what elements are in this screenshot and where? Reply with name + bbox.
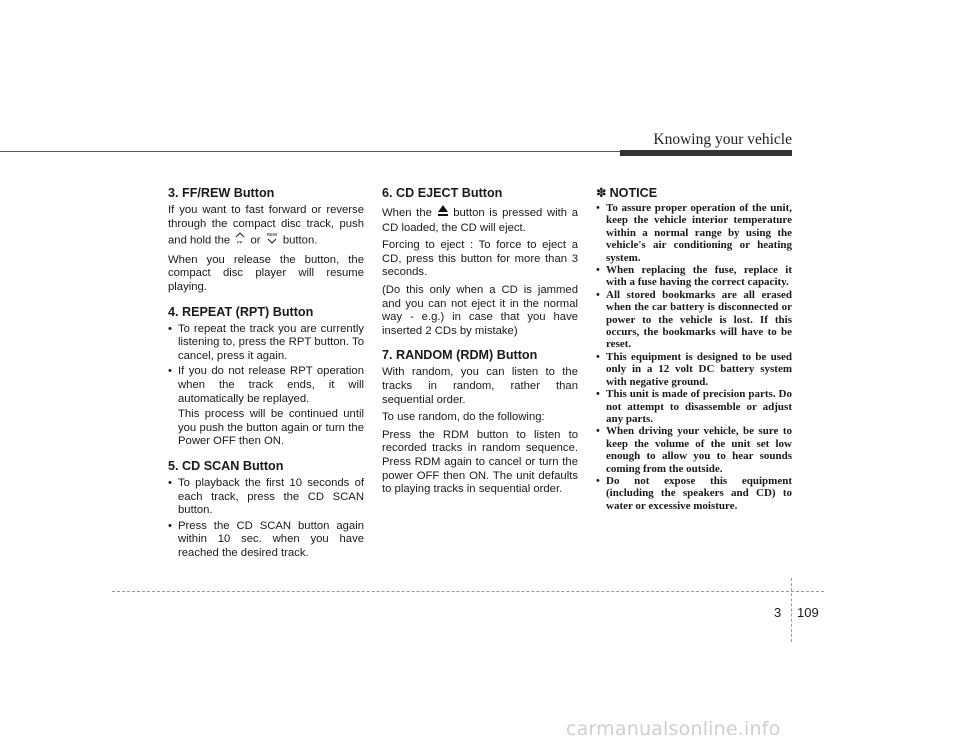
column-middle (382, 186, 578, 507)
cd-eject-paragraph-2: Forcing to eject : To force to eject a CD, press this button for more than 3 seconds. (382, 239, 578, 279)
rewind-icon (264, 231, 280, 250)
section-ff-rew (168, 186, 364, 295)
cd-scan-heading: 5. CD SCAN Button (168, 458, 284, 473)
repeat-bullet-1: • To repeat the track you are currently listening to, press the RPT button. To cancel, press it again. (168, 323, 364, 364)
notice-heading-text: NOTICE (609, 186, 658, 200)
fast-forward-icon (233, 231, 247, 250)
ff-rew-text-or: or (250, 234, 261, 247)
cd-eject-paragraph-3: (Do this only when a CD is jammed and you can not eject it in the normal way - e.g.) in case that you have inserted 2 CDs by mistake) (382, 283, 578, 337)
footer-vertical-rule (791, 578, 792, 642)
chapter-number: 3 (774, 605, 782, 620)
cd-eject-paragraph-1 (382, 204, 578, 235)
repeat-bullet-2-text: If you do not release RPT operation when the track ends, it will automatically be replayed. (178, 365, 364, 405)
cd-eject-text-b: button is pressed with a CD loaded, the CD will eject. (382, 206, 579, 234)
ff-rew-text-a: If you want to fast forward or reverse through the compact disc track, push and hold the (168, 204, 364, 247)
notice-item: • To assure proper operation of the unit, keep the vehicle interior temperature within a normal range by using the vehicle's air conditioning or heating system. (596, 202, 792, 264)
eject-icon (437, 204, 449, 222)
notice-item: • This unit is made of precision parts. Do not attempt to disassemble or adjust any parts. (596, 388, 792, 425)
random-paragraph-3: Press the RDM button to listen to recorded tracks in random sequence. Press RDM again to cancel or turn the power OFF then ON. The unit defaults to playing tracks in sequential order. (382, 428, 578, 496)
notice-item: • This equipment is designed to be used only in a 12 volt DC battery system with negative ground. (596, 351, 792, 388)
repeat-bullet-2 (168, 365, 364, 449)
random-paragraph-2: To use random, do the following: (382, 411, 545, 424)
ff-rew-paragraph (168, 204, 364, 250)
site-watermark: carmanualsonline.info (566, 718, 781, 740)
random-heading: 7. RANDOM (RDM) Button (382, 348, 538, 363)
cd-scan-bullet-1: • To playback the first 10 seconds of each track, press the CD SCAN button. (168, 477, 364, 518)
cd-eject-heading: 6. CD EJECT Button (382, 186, 503, 200)
ff-rew-text-c: button. (282, 234, 318, 247)
section-random (382, 348, 578, 496)
notice-heading (596, 186, 792, 200)
ff-rew-heading: 3. FF/REW Button (168, 186, 275, 200)
section-cd-eject (382, 186, 578, 338)
page-header-title: Knowing your vehicle (653, 131, 792, 148)
section-cd-scan (168, 459, 364, 561)
svg-text:REW: REW (266, 232, 277, 238)
random-paragraph-1: With random, you can listen to the tracks in random, rather than sequential order. (382, 366, 578, 406)
cd-eject-text-a: When the (382, 206, 432, 219)
notice-item: • Do not expose this equipment (including the speakers and CD) to water or excessive moisture. (596, 475, 792, 512)
svg-text:FF: FF (237, 240, 244, 246)
ff-rew-release-paragraph: When you release the button, the compact disc player will resume playing. (168, 253, 364, 293)
repeat-bullet-2-sub: This process will be continued until you push the button again or turn the Power OFF then ON. (178, 408, 364, 448)
notice-item: • When replacing the fuse, replace it with a fuse having the correct capacity. (596, 264, 792, 289)
column-right-notice (596, 186, 792, 512)
column-left (168, 186, 364, 570)
header-accent-bar (620, 150, 792, 156)
notice-item: • All stored bookmarks are all erased when the car battery is disconnected or power to the vehicle is lost. If this occurs, the bookmarks will have to be reset. (596, 289, 792, 351)
notice-item: • When driving your vehicle, be sure to keep the volume of the unit set low enough to allow you to hear sounds coming from the outside. (596, 425, 792, 475)
notice-star-icon: ✽ (596, 186, 607, 200)
page-number: 109 (797, 605, 819, 620)
cd-scan-bullet-2: • Press the CD SCAN button again within 10 sec. when you have reached the desired track. (168, 520, 364, 561)
repeat-heading: 4. REPEAT (RPT) Button (168, 304, 314, 319)
section-repeat (168, 305, 364, 449)
footer-dashed-rule (112, 591, 824, 592)
